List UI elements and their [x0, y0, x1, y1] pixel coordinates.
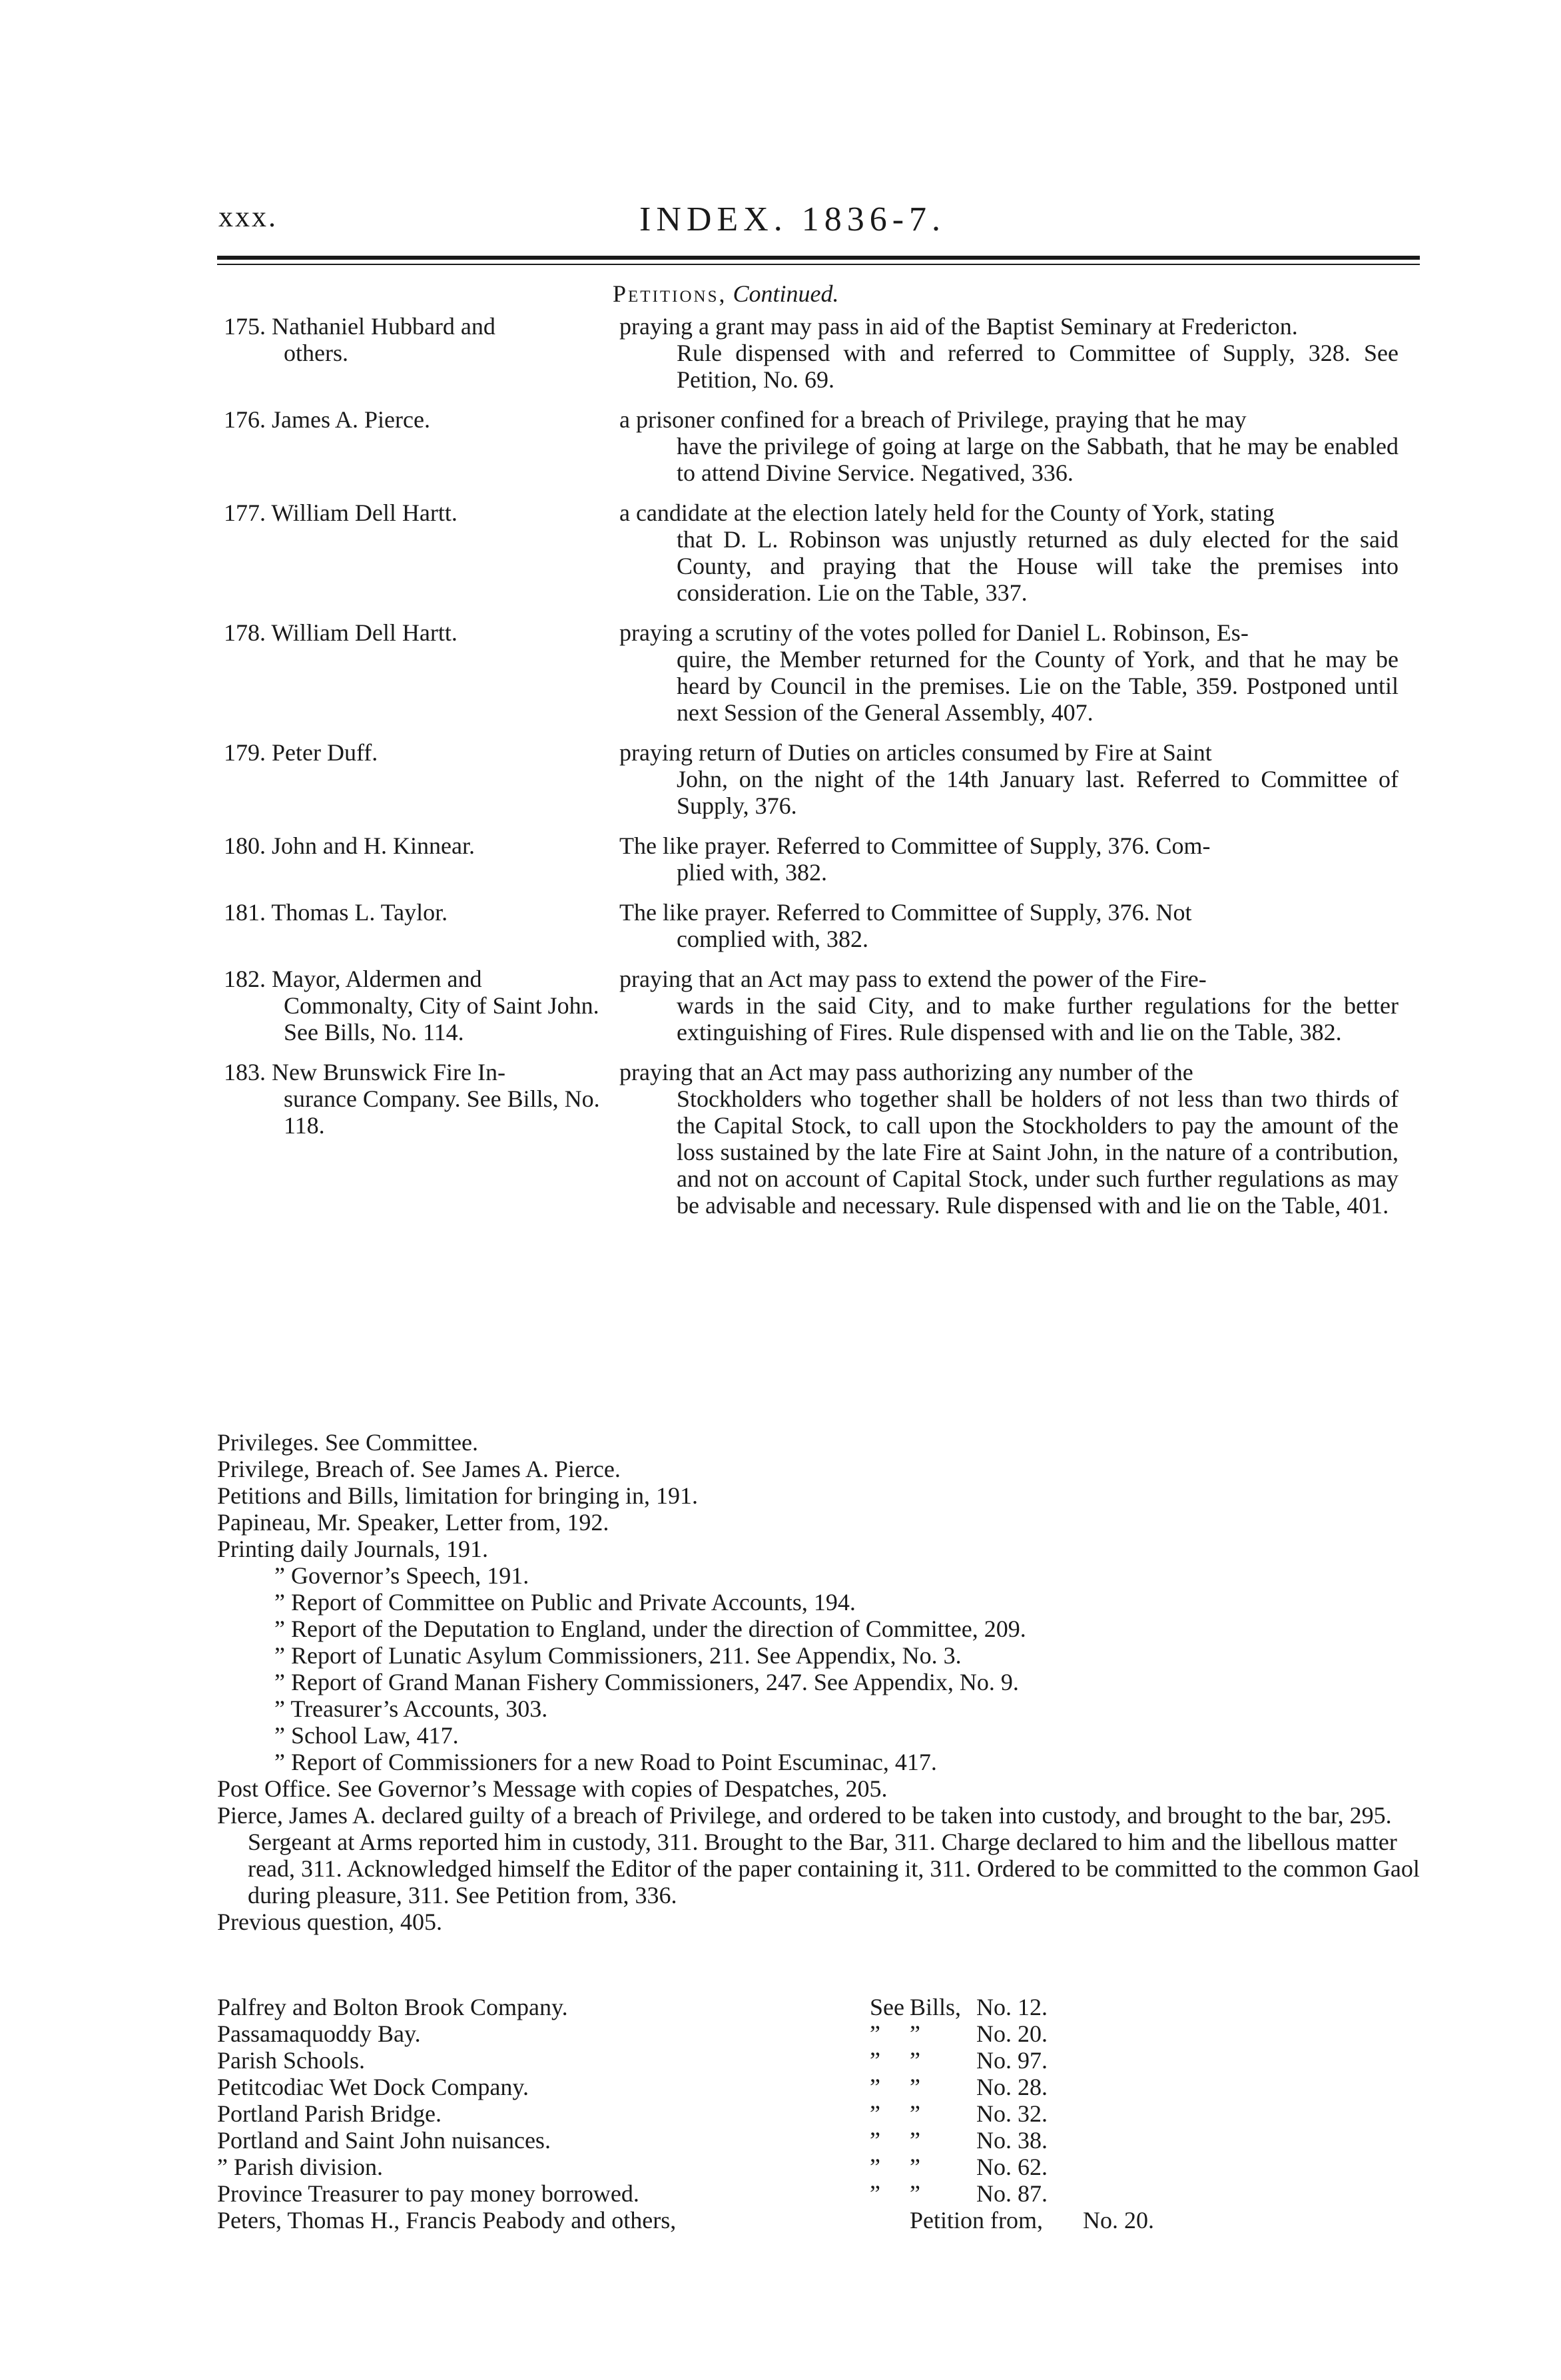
section-heading-continued: Continued.	[733, 280, 839, 307]
bill-reference-bills: ”	[910, 2100, 920, 2127]
index-entry: Petitions and Bills, limitation for bringing in, 191.	[217, 1482, 698, 1509]
petition-number: 178.	[224, 619, 266, 646]
section-heading-label: Petitions,	[613, 280, 727, 307]
petitioner	[217, 966, 619, 1045]
petitioner-name: New Brunswick Fire In-	[272, 1059, 505, 1085]
page-number: xxx.	[218, 200, 278, 233]
prayer-rest: have the privilege of going at large on the Sabbath, that he may be enabled to attend Divine Service. Negatived, 336.	[677, 433, 1399, 486]
petition-prayer	[619, 313, 1399, 393]
prayer-first-line: a prisoner confined for a breach of Privilege, praying that he may	[619, 406, 1247, 433]
petition-entry	[217, 1059, 1420, 1219]
petition-number: 183.	[224, 1059, 266, 1085]
bill-reference-petition: Petition from,	[910, 2207, 1043, 2233]
bill-reference-number: No. 12.	[976, 1994, 1048, 2020]
petition-prayer	[619, 499, 1399, 606]
bill-reference-see	[870, 2207, 910, 2233]
index-subentry: ” Report of Grand Manan Fishery Commissioners, 247. See Appendix, No. 9.	[274, 1669, 1019, 1695]
prayer-rest: plied with, 382.	[677, 859, 827, 886]
petitioner	[217, 313, 619, 393]
header-rule-thick	[217, 256, 1420, 260]
petition-entry	[217, 966, 1420, 1045]
bill-reference-number: No. 87.	[976, 2180, 1048, 2207]
bill-reference-label: Parish Schools.	[217, 2047, 366, 2074]
page-header	[0, 200, 1561, 253]
bill-reference-bills: Bills,	[910, 1994, 962, 2020]
index-entry: Printing daily Journals, 191.	[217, 1536, 488, 1562]
bill-reference	[217, 1994, 1420, 2020]
petitioner-name-cont: Commonalty, City of Saint John. See Bills, No. 114.	[284, 992, 599, 1045]
prayer-first-line: praying return of Duties on articles consumed by Fire at Saint	[619, 739, 1212, 766]
prayer-rest: John, on the night of the 14th January last. Referred to Committee of Supply, 376.	[677, 766, 1399, 819]
prayer-rest: complied with, 382.	[677, 926, 868, 952]
bill-reference-see: See	[870, 1994, 904, 2020]
petition-number: 181.	[224, 899, 266, 926]
prayer-rest: that D. L. Robinson was unjustly returned as duly elected for the said County, and praying that the House will take the premises into consideration. Lie on the Table, 337.	[677, 526, 1399, 606]
prayer-first-line: a candidate at the election lately held for the County of York, stating	[619, 499, 1275, 526]
petitioner	[217, 619, 619, 726]
petition-prayer	[619, 406, 1399, 486]
index-subentry: ” Treasurer’s Accounts, 303.	[274, 1695, 548, 1722]
petition-entry	[217, 899, 1420, 952]
bill-reference-label: Petitcodiac Wet Dock Company.	[217, 2074, 529, 2100]
index-entries	[217, 1429, 1420, 1935]
bill-reference-see: ”	[870, 2180, 880, 2207]
index-subentry: ” Report of Committee on Public and Private Accounts, 194.	[274, 1589, 856, 1616]
bill-reference-number: No. 28.	[976, 2074, 1048, 2100]
bill-reference-number: No. 97.	[976, 2047, 1048, 2074]
prayer-first-line: praying a scrutiny of the votes polled for Daniel L. Robinson, Es-	[619, 619, 1249, 646]
bill-reference-bills: ”	[910, 2180, 920, 2207]
prayer-rest: quire, the Member returned for the County of York, and that he may be heard by Council in the premises. Lie on the Table, 359. Postponed until next Session of the General Assembly, 407.	[677, 646, 1399, 726]
petition-number: 179.	[224, 739, 266, 766]
bill-references	[217, 1994, 1420, 2233]
prayer-rest: wards in the said City, and to make further regulations for the better extinguishing of Fires. Rule dispensed with and lie on the Table, 382.	[677, 992, 1399, 1045]
bill-reference	[217, 2047, 1420, 2074]
index-subentry: ” Report of Commissioners for a new Road to Point Escuminac, 417.	[274, 1749, 937, 1775]
bill-reference-bills: ”	[910, 2127, 920, 2154]
petitioner-name: Peter Duff.	[272, 739, 378, 766]
bill-reference-see: ”	[870, 2154, 880, 2180]
bill-reference-label: Province Treasurer to pay money borrowed.	[217, 2180, 639, 2207]
petitioner	[217, 832, 619, 886]
petition-entry	[217, 499, 1420, 606]
petition-number: 176.	[224, 406, 266, 433]
bill-reference-label: Portland Parish Bridge.	[217, 2100, 442, 2127]
bill-reference	[217, 2100, 1420, 2127]
petitions-list	[217, 313, 1420, 1232]
petitioner-name: Thomas L. Taylor.	[271, 899, 448, 926]
petition-prayer	[619, 899, 1399, 952]
bill-reference-see: ”	[870, 2127, 880, 2154]
bill-reference-number: No. 20.	[976, 2020, 1048, 2047]
petition-entry	[217, 832, 1420, 886]
bill-reference-bills: ”	[910, 2074, 920, 2100]
petitioner-name-cont: surance Company. See Bills, No. 118.	[284, 1085, 600, 1139]
header-rule-thin	[217, 264, 1420, 265]
index-entry: Privileges. See Committee.	[217, 1429, 478, 1456]
petitioner-name: John and H. Kinnear.	[272, 832, 475, 859]
bill-reference-bills: ”	[910, 2047, 920, 2074]
petition-prayer	[619, 832, 1399, 886]
petitioner-name: William Dell Hartt.	[271, 619, 458, 646]
bill-reference-see: ”	[870, 2074, 880, 2100]
petitioner	[217, 899, 619, 952]
bill-reference	[217, 2207, 1420, 2233]
bill-reference	[217, 2074, 1420, 2100]
petition-prayer	[619, 739, 1399, 819]
section-heading	[613, 280, 839, 308]
bill-reference-label: Passamaquoddy Bay.	[217, 2020, 421, 2047]
bill-reference	[217, 2020, 1420, 2047]
index-subentry: ” School Law, 417.	[274, 1722, 459, 1749]
petitioner-name-cont: others.	[284, 340, 348, 366]
index-subentry: ” Report of the Deputation to England, under the direction of Committee, 209.	[274, 1616, 1026, 1642]
bill-reference-bills: ”	[910, 2154, 920, 2180]
petition-number: 180.	[224, 832, 266, 859]
index-subentry: ” Report of Lunatic Asylum Commissioners, 211. See Appendix, No. 3.	[274, 1642, 962, 1669]
bill-reference-see: ”	[870, 2100, 880, 2127]
petitioner	[217, 739, 619, 819]
petition-number: 177.	[224, 499, 266, 526]
bill-reference-number: No. 32.	[976, 2100, 1048, 2127]
prayer-first-line: praying that an Act may pass to extend the power of the Fire-	[619, 966, 1207, 992]
index-entry: Privilege, Breach of. See James A. Pierce.	[217, 1456, 621, 1482]
prayer-rest: Stockholders who together shall be holders of not less than two thirds of the Capital Stock, to call upon the Stockholders to pay the amount of the loss sustained by the late Fire at Saint John, in the nature of a contribution, and not on account of Capital Stock, under such further regulations as may be advisable and necessary. Rule dispensed with and lie on the Table, 401.	[677, 1085, 1399, 1219]
bill-reference	[217, 2154, 1420, 2180]
index-entry: Papineau, Mr. Speaker, Letter from, 192.	[217, 1509, 609, 1536]
petition-entry	[217, 739, 1420, 819]
petitioner-name: James A. Pierce.	[272, 406, 430, 433]
bill-reference-label: Peters, Thomas H., Francis Peabody and others,	[217, 2207, 677, 2233]
prayer-rest: Rule dispensed with and referred to Committee of Supply, 328. See Petition, No. 69.	[677, 340, 1399, 393]
petitioner	[217, 406, 619, 486]
bill-reference	[217, 2180, 1420, 2207]
petition-prayer	[619, 619, 1399, 726]
bill-reference-label: ” Parish division.	[217, 2154, 383, 2180]
bill-reference-number: No. 62.	[976, 2154, 1048, 2180]
petitioner-name: William Dell Hartt.	[271, 499, 458, 526]
petition-prayer	[619, 966, 1399, 1045]
bill-reference-number: No. 38.	[976, 2127, 1048, 2154]
petition-entry	[217, 406, 1420, 486]
petition-prayer	[619, 1059, 1399, 1219]
index-entry: Previous question, 405.	[217, 1909, 442, 1935]
petition-number: 182.	[224, 966, 266, 992]
petitioner	[217, 499, 619, 606]
bill-reference	[217, 2127, 1420, 2154]
bill-reference-label: Palfrey and Bolton Brook Company.	[217, 1994, 568, 2020]
prayer-first-line: The like prayer. Referred to Committee of Supply, 376. Not	[619, 899, 1192, 926]
bill-reference-see: ”	[870, 2047, 880, 2074]
petition-entry	[217, 313, 1420, 393]
prayer-first-line: praying that an Act may pass authorizing any number of the	[619, 1059, 1193, 1085]
petitioner	[217, 1059, 619, 1219]
index-subentry: ” Governor’s Speech, 191.	[274, 1562, 529, 1589]
bill-reference-see: ”	[870, 2020, 880, 2047]
prayer-first-line: The like prayer. Referred to Committee of Supply, 376. Com-	[619, 832, 1211, 859]
index-entry: Post Office. See Governor’s Message with copies of Despatches, 205.	[217, 1775, 888, 1802]
index-entry: Pierce, James A. declared guilty of a breach of Privilege, and ordered to be taken into custody, and brought to the bar, 295. Sergeant at Arms reported him in custody, 311. Brought to the Bar, 311. Charge declared to him and the libellous matter read, 311. Acknowledged himself the Editor of the paper containing it, 311. Ordered to be committed to the common Gaol during pleasure, 311. See Petition from, 336.	[217, 1802, 1420, 1909]
petitioner-name: Nathaniel Hubbard and	[272, 313, 495, 340]
petition-entry	[217, 619, 1420, 726]
page-title: INDEX. 1836-7.	[639, 200, 946, 238]
petitioner-name: Mayor, Aldermen and	[272, 966, 482, 992]
prayer-first-line: praying a grant may pass in aid of the Baptist Seminary at Fredericton.	[619, 313, 1298, 340]
bill-reference-number: No. 20.	[1083, 2207, 1154, 2233]
bill-reference-label: Portland and Saint John nuisances.	[217, 2127, 551, 2154]
petition-number: 175.	[224, 313, 266, 340]
bill-reference-bills: ”	[910, 2020, 920, 2047]
